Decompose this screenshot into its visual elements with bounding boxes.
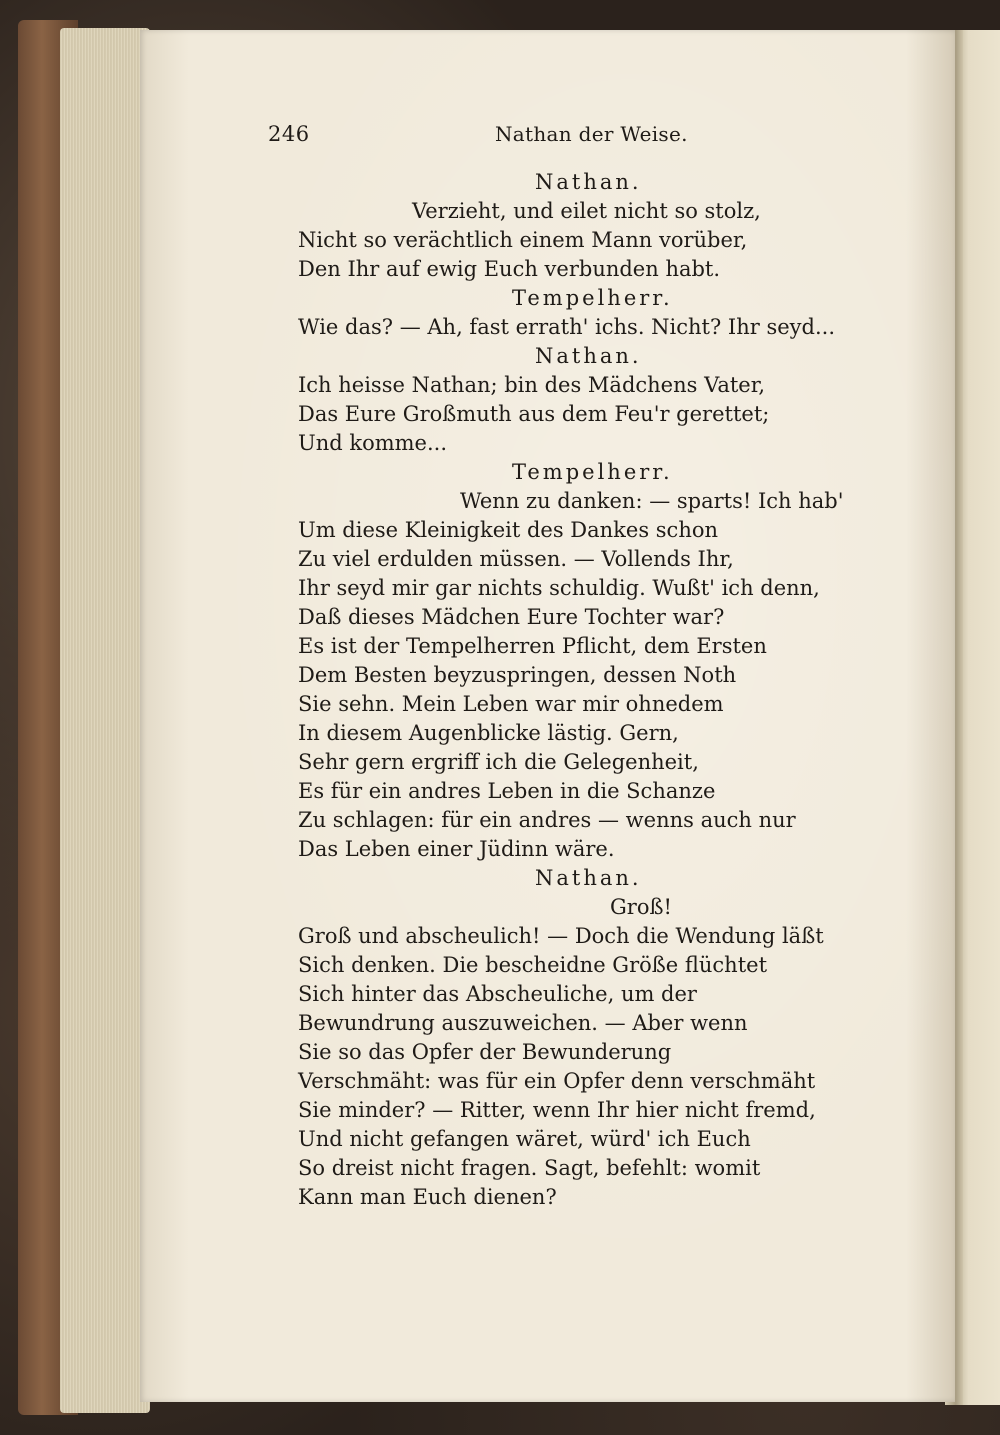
verse-line: Bewundrung auszuweichen. — Aber wenn (298, 1011, 748, 1035)
verse-line: Sehr gern ergriff ich die Gelegenheit, (298, 750, 699, 774)
verse-line: Groß und abscheulich! — Doch die Wendung läßt (298, 924, 824, 948)
verse-line: Sich denken. Die bescheidne Größe flüchtet (298, 953, 768, 977)
verse-line: Sich hinter das Abscheuliche, um der (298, 982, 697, 1006)
verse-line: Es für ein andres Leben in die Schanze (298, 779, 716, 803)
speaker-name: Tempelherr. (512, 460, 673, 484)
speaker-name: Nathan. (535, 866, 642, 890)
verse-line: Verzieht, und eilet nicht so stolz, (412, 199, 761, 223)
book-page (140, 30, 955, 1402)
verse-line: Ich heisse Nathan; bin des Mädchens Vater, (298, 373, 766, 397)
verse-line: Ihr seyd mir gar nichts schuldig. Wußt' ich denn, (298, 576, 820, 600)
verse-line: Wie das? — Ah, fast errath' ichs. Nicht? Ihr seyd... (298, 315, 835, 339)
verse-line: Um diese Kleinigkeit des Dankes schon (298, 518, 719, 542)
running-head (140, 122, 955, 152)
verse-line: Nicht so verächtlich einem Mann vorüber, (298, 228, 748, 252)
speaker-name: Tempelherr. (512, 286, 673, 310)
verse-line: Und nicht gefangen wäret, würd' ich Euch (298, 1127, 751, 1151)
verse-line: Kann man Euch dienen? (298, 1185, 557, 1209)
verse-line: Zu viel erdulden müssen. — Vollends Ihr, (298, 547, 734, 571)
page-stack-edges (60, 28, 150, 1413)
verse-line: Daß dieses Mädchen Eure Tochter war? (298, 605, 725, 629)
verse-line: Sie sehn. Mein Leben war mir ohnedem (298, 692, 724, 716)
verse-line: Wenn zu danken: — sparts! Ich hab' (460, 489, 844, 513)
verse-line: Den Ihr auf ewig Euch verbunden habt. (298, 257, 721, 281)
verse-line: In diesem Augenblicke lästig. Gern, (298, 721, 679, 745)
verse-line: Zu schlagen: für ein andres — wenns auch nur (298, 808, 796, 832)
verse-line: Das Eure Großmuth aus dem Feu'r gerettet; (298, 402, 770, 426)
verse-line: So dreist nicht fragen. Sagt, befehlt: womit (298, 1156, 761, 1180)
verse-line: Dem Besten beyzuspringen, dessen Noth (298, 663, 737, 687)
verse-line: Sie so das Opfer der Bewunderung (298, 1040, 672, 1064)
speaker-name: Nathan. (535, 170, 642, 194)
verse-line: Groß! (610, 895, 672, 919)
speaker-name: Nathan. (535, 344, 642, 368)
verse-line: Das Leben einer Jüdinn wäre. (298, 837, 615, 861)
verse-line: Sie minder? — Ritter, wenn Ihr hier nicht fremd, (298, 1098, 816, 1122)
verse-line: Es ist der Tempelherren Pflicht, dem Ersten (298, 634, 767, 658)
page-number: 246 (268, 122, 310, 146)
verse-line: Verschmäht: was für ein Opfer denn verschmäht (298, 1069, 816, 1093)
verse-line: Und komme... (298, 431, 447, 455)
running-title: Nathan der Weise. (495, 122, 688, 146)
